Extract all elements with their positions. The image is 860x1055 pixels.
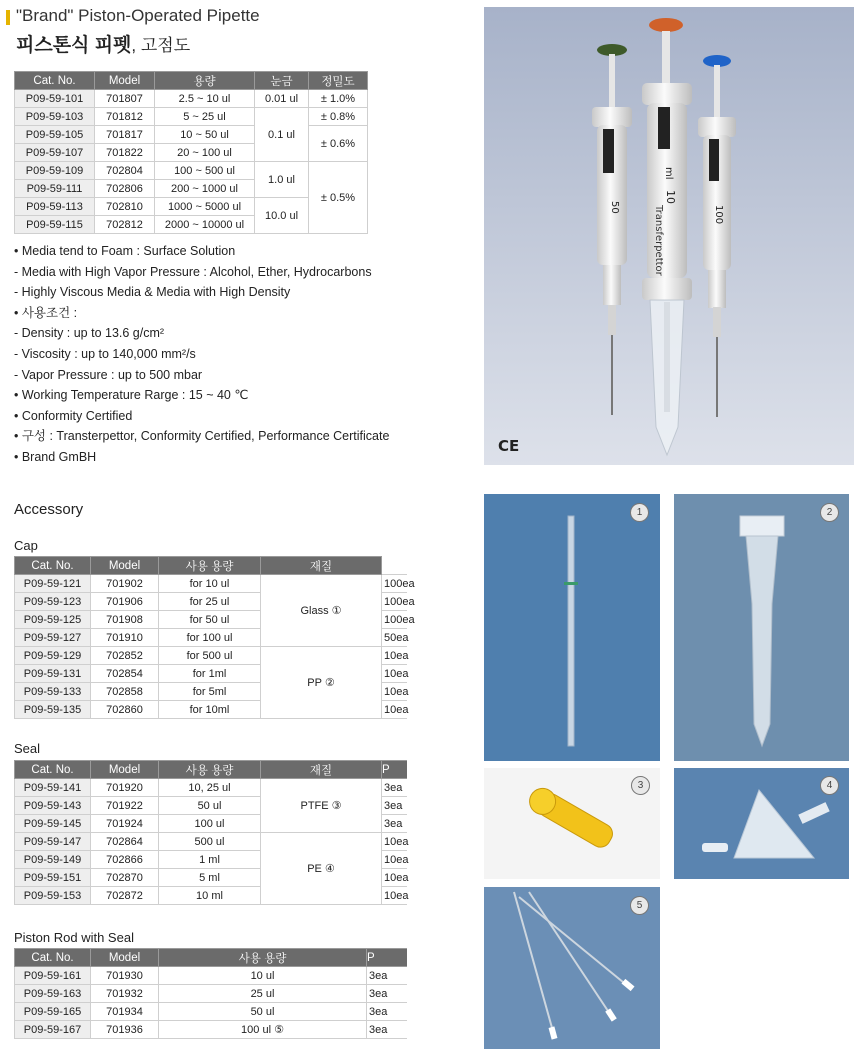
cap-body: [746, 536, 778, 746]
th-cat: Cat. No.: [15, 72, 95, 90]
pack: 10ea: [382, 851, 407, 869]
piston-rod-photo: [484, 887, 660, 1049]
volume: 2000 ~ 10000 ul: [155, 216, 255, 234]
model: 701817: [95, 126, 155, 144]
accuracy: ± 1.0%: [309, 90, 368, 108]
note-line: • Working Temperature Rarge : 15 ~ 40 ℃: [14, 388, 249, 403]
model: 701930: [91, 967, 159, 985]
th-model: Model: [91, 557, 159, 575]
note-line: • Media tend to Foam : Surface Solution: [14, 244, 236, 258]
funnel: [734, 790, 814, 858]
note-line: - Vapor Pressure : up to 500 mbar: [14, 367, 203, 382]
model: 701910: [91, 629, 159, 647]
cap-collar: [740, 516, 784, 536]
pipette-illustration: [484, 7, 854, 465]
table-row: [15, 108, 368, 126]
cat-no: P09-59-151: [15, 869, 91, 887]
accuracy: ± 0.6%: [309, 126, 368, 162]
use: 10, 25 ul: [159, 779, 261, 797]
small-seal: [702, 843, 728, 852]
use: 1 ml: [159, 851, 261, 869]
model: 701902: [91, 575, 159, 593]
pack: 3ea: [382, 815, 407, 833]
badge-4: 4: [820, 776, 839, 795]
pack: 3ea: [367, 967, 407, 985]
use: 10 ml: [159, 887, 261, 905]
badge-1: 1: [630, 503, 649, 522]
use: 10 ul: [159, 967, 367, 985]
th-pack-blank: [382, 557, 407, 575]
glass-tube-illustration: [484, 494, 660, 761]
label-medium: 100: [713, 205, 724, 225]
spec-notes: [14, 241, 389, 468]
use: 50 ul: [159, 1003, 367, 1021]
label-small: 50: [609, 201, 620, 214]
model: 702804: [95, 162, 155, 180]
rod-heading: Piston Rod with Seal: [14, 930, 134, 945]
th-cat: Cat. No.: [15, 557, 91, 575]
volume: 200 ~ 1000 ul: [155, 180, 255, 198]
title-accent-bar: [6, 10, 10, 25]
model: 701822: [95, 144, 155, 162]
rod-1: [514, 892, 554, 1035]
use: 100 ul: [159, 815, 261, 833]
pipette-photo: [484, 7, 854, 465]
th-pack: P: [367, 949, 407, 967]
model: 702860: [91, 701, 159, 719]
cat-no: P09-59-129: [15, 647, 91, 665]
cap-heading: Cap: [14, 538, 38, 553]
th-material: 재질: [261, 557, 382, 575]
graduation: 10.0 ul: [255, 198, 309, 234]
model: 702872: [91, 887, 159, 905]
cat-no: P09-59-135: [15, 701, 91, 719]
badge-5: 5: [630, 896, 649, 915]
use: 100 ul ⑤: [159, 1021, 367, 1039]
note-line: - Density : up to 13.6 g/cm²: [14, 326, 165, 341]
cat-no: P09-59-103: [15, 108, 95, 126]
volume: 20 ~ 100 ul: [155, 144, 255, 162]
glass-tube: [568, 516, 574, 746]
use: 5 ml: [159, 869, 261, 887]
cat-no: P09-59-149: [15, 851, 91, 869]
pack: 10ea: [382, 683, 407, 701]
table-row: [15, 967, 407, 985]
model: 701812: [95, 108, 155, 126]
th-model: Model: [95, 72, 155, 90]
pack: 100ea: [382, 593, 407, 611]
model: 701908: [91, 611, 159, 629]
seal-table: [14, 760, 407, 905]
pack: 100ea: [382, 611, 407, 629]
note-line: - Media with High Vapor Pressure : Alcohol, Ether, Hydrocarbons: [14, 264, 372, 279]
use: for 1ml: [159, 665, 261, 683]
model: 702810: [95, 198, 155, 216]
cat-no: P09-59-101: [15, 90, 95, 108]
cap-table: [14, 556, 415, 719]
rod-3: [519, 897, 629, 987]
seal-pe-photo: [674, 768, 849, 879]
pack: 10ea: [382, 833, 407, 851]
cat-no: P09-59-113: [15, 198, 95, 216]
use: for 25 ul: [159, 593, 261, 611]
table-row: [15, 647, 407, 665]
rod-2: [529, 892, 612, 1017]
pack: 10ea: [382, 665, 407, 683]
th-graduation: 눈금: [255, 72, 309, 90]
th-use: 사용 용량: [159, 557, 261, 575]
model: 701807: [95, 90, 155, 108]
cat-no: P09-59-121: [15, 575, 91, 593]
th-use: 사용 용량: [159, 761, 261, 779]
table-row: [15, 126, 368, 144]
model: 702858: [91, 683, 159, 701]
note-line: • Brand GmBH: [14, 449, 97, 464]
cat-no: P09-59-125: [15, 611, 91, 629]
use: for 10 ul: [159, 575, 261, 593]
accessory-heading: Accessory: [14, 501, 84, 518]
th-model: Model: [91, 949, 159, 967]
tube-mark: [564, 582, 578, 585]
volume: 1000 ~ 5000 ul: [155, 198, 255, 216]
accuracy: ± 0.5%: [309, 162, 368, 234]
material: PTFE ③: [261, 779, 382, 833]
model: 701924: [91, 815, 159, 833]
graduation: 1.0 ul: [255, 162, 309, 198]
material: Glass ①: [261, 575, 382, 647]
th-volume: 용량: [155, 72, 255, 90]
pack: 3ea: [367, 985, 407, 1003]
th-cat: Cat. No.: [15, 949, 91, 967]
table-row: [15, 162, 368, 180]
cat-no: P09-59-115: [15, 216, 95, 234]
label-large: 10: [664, 190, 677, 204]
cat-no: P09-59-105: [15, 126, 95, 144]
cat-no: P09-59-167: [15, 1021, 91, 1039]
table-row: [15, 1021, 407, 1039]
seal-heading: Seal: [14, 741, 41, 756]
model: 701932: [91, 985, 159, 1003]
use: for 100 ul: [159, 629, 261, 647]
use: for 50 ul: [159, 611, 261, 629]
pack: 10ea: [382, 869, 407, 887]
model: 701906: [91, 593, 159, 611]
cat-no: P09-59-153: [15, 887, 91, 905]
accuracy: ± 0.8%: [309, 108, 368, 126]
model: 701936: [91, 1021, 159, 1039]
badge-3: 3: [631, 776, 650, 795]
cat-no: P09-59-147: [15, 833, 91, 851]
pack: 3ea: [367, 1003, 407, 1021]
model: 702864: [91, 833, 159, 851]
material: PP ②: [261, 647, 382, 719]
use: 25 ul: [159, 985, 367, 1003]
pack: 3ea: [382, 779, 407, 797]
cat-no: P09-59-109: [15, 162, 95, 180]
use: 500 ul: [159, 833, 261, 851]
pack: 3ea: [367, 1021, 407, 1039]
volume: 5 ~ 25 ul: [155, 108, 255, 126]
model: 702806: [95, 180, 155, 198]
model: 702866: [91, 851, 159, 869]
cat-no: P09-59-161: [15, 967, 91, 985]
pack: 50ea: [382, 629, 407, 647]
cat-no: P09-59-143: [15, 797, 91, 815]
pp-cap-illustration: [674, 494, 849, 761]
note-line: • 사용조건 :: [14, 305, 78, 320]
table-row: [15, 1003, 407, 1021]
table-row: [15, 833, 407, 851]
graduation: 0.1 ul: [255, 108, 309, 162]
pipette-table: [14, 71, 368, 234]
th-material: 재질: [261, 761, 382, 779]
rod-table: [14, 948, 407, 1039]
table-row: [15, 985, 407, 1003]
cat-no: P09-59-127: [15, 629, 91, 647]
cat-no: P09-59-107: [15, 144, 95, 162]
volume: 100 ~ 500 ul: [155, 162, 255, 180]
pack: 3ea: [382, 797, 407, 815]
model: 701920: [91, 779, 159, 797]
cat-no: P09-59-163: [15, 985, 91, 1003]
th-model: Model: [91, 761, 159, 779]
pack: 10ea: [382, 887, 407, 905]
seal-ptfe-photo: [484, 768, 660, 879]
cap-glass-photo: [484, 494, 660, 761]
pack: 100ea: [382, 575, 407, 593]
table-row: [15, 779, 407, 797]
note-line: • 구성 : Transterpettor, Conformity Certified, Performance Certificate: [14, 429, 390, 444]
model: 702870: [91, 869, 159, 887]
use: for 5ml: [159, 683, 261, 701]
cap-pp-photo: [674, 494, 849, 761]
cat-no: P09-59-131: [15, 665, 91, 683]
page-subtitle: 피스톤식 피펫, 고점도: [16, 35, 191, 56]
note-line: • Conformity Certified: [14, 408, 133, 423]
th-pack: P: [382, 761, 407, 779]
cat-no: P09-59-145: [15, 815, 91, 833]
cat-no: P09-59-111: [15, 180, 95, 198]
pack: 10ea: [382, 647, 407, 665]
note-line: - Viscosity : up to 140,000 mm²/s: [14, 346, 196, 361]
volume: 2.5 ~ 10 ul: [155, 90, 255, 108]
use: 50 ul: [159, 797, 261, 815]
label-ml: ml: [663, 167, 674, 180]
model: 702854: [91, 665, 159, 683]
model: 701922: [91, 797, 159, 815]
table-row: [15, 575, 407, 593]
model: 702812: [95, 216, 155, 234]
ce-mark: CE: [498, 437, 520, 455]
th-cat: Cat. No.: [15, 761, 91, 779]
cat-no: P09-59-123: [15, 593, 91, 611]
use: for 10ml: [159, 701, 261, 719]
th-accuracy: 정밀도: [309, 72, 368, 90]
note-line: - Highly Viscous Media & Media with High Density: [14, 285, 291, 300]
volume: 10 ~ 50 ul: [155, 126, 255, 144]
th-use: 사용 용량: [159, 949, 367, 967]
model: 702852: [91, 647, 159, 665]
material: PE ④: [261, 833, 382, 905]
graduation: 0.01 ul: [255, 90, 309, 108]
cat-no: P09-59-165: [15, 1003, 91, 1021]
use: for 500 ul: [159, 647, 261, 665]
badge-2: 2: [820, 503, 839, 522]
page-title: "Brand" Piston-Operated Pipette: [16, 6, 260, 25]
model: 701934: [91, 1003, 159, 1021]
pack: 10ea: [382, 701, 407, 719]
cat-no: P09-59-141: [15, 779, 91, 797]
brand-text: Transferpettor: [653, 205, 664, 276]
table-row: [15, 90, 368, 108]
cat-no: P09-59-133: [15, 683, 91, 701]
